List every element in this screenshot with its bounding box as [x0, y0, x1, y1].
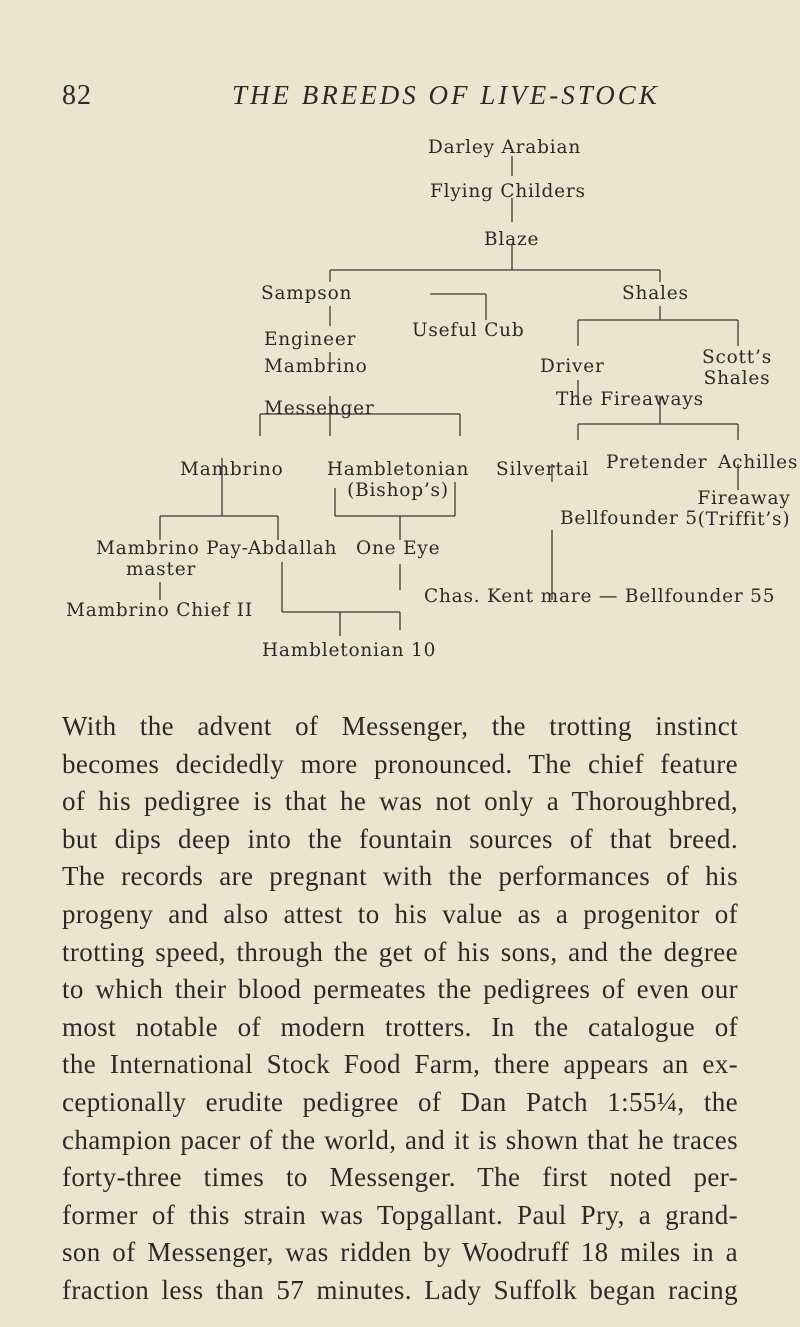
text-line: fraction less than 57 minutes. Lady Suffolk began racing	[62, 1274, 738, 1305]
text-line: but dips deep into the fountain sources of that breed.	[62, 823, 738, 854]
horse-messenger: Messenger	[264, 398, 375, 419]
horse-fireaway-triffits-line-2: (Triffit’s)	[697, 509, 791, 530]
text-line: With the advent of Messenger, the trotting instinct	[62, 711, 738, 741]
text-line: progeny and also attest to his value as a progenitor of	[62, 898, 738, 929]
horse-abdallah: Abdallah	[248, 538, 338, 559]
horse-engineer: Engineer	[264, 329, 357, 350]
text-line: to which their blood permeates the pedigrees of even our	[62, 974, 738, 1005]
horse-sampson: Sampson	[261, 283, 353, 304]
horse-scotts-shales-line-2: Shales	[703, 368, 771, 389]
horse-hambletonian-10: Hambletonian 10	[262, 640, 437, 661]
horse-bellfounder-5: Bellfounder 5	[560, 508, 698, 529]
page-number: 82	[62, 80, 92, 111]
horse-driver: Driver	[540, 356, 605, 377]
text-line: ceptionally erudite pedigree of Dan Patch 1:55¼, the	[62, 1086, 738, 1117]
horse-mambrino-paymaster-line-2: master	[126, 559, 197, 580]
horse-fireaway-triffits-line-1: Fireaway	[697, 488, 791, 509]
text-line: former of this strain was Topgallant. Paul Pry, a grand-	[62, 1199, 738, 1230]
horse-pretender: Pretender	[606, 452, 708, 473]
text-line: forty-three times to Messenger. The first noted per-	[62, 1162, 738, 1193]
horse-mambrino-2: Mambrino	[180, 459, 284, 480]
horse-darley-arabian: Darley Arabian	[428, 137, 582, 158]
running-title: THE BREEDS OF LIVE-STOCK	[232, 80, 660, 110]
horse-scotts-shales-line-1: Scott’s	[701, 347, 773, 368]
text-line: of his pedigree is that he was not only a Thoroughbred,	[62, 786, 738, 817]
horse-mambrino-paymaster-line-1: Mambrino Pay-	[96, 538, 249, 559]
text-line: trotting speed, through the get of his sons, and the degree	[62, 936, 738, 967]
horse-silvertail: Silvertail	[496, 459, 590, 480]
body-paragraph	[62, 708, 738, 1310]
horse-fireaway-triffits	[690, 488, 798, 530]
horse-useful-cub: Useful Cub	[412, 320, 525, 341]
horse-mambrino-paymaster	[96, 538, 249, 580]
text-line: son of Messenger, was ridden by Woodruff 18 miles in a	[62, 1237, 738, 1268]
horse-the-fireaways: The Fireaways	[556, 389, 704, 410]
horse-achilles: Achilles	[718, 452, 799, 473]
horse-one-eye: One Eye	[356, 538, 441, 559]
text-line: becomes decidedly more pronounced. The chief feature	[62, 748, 738, 779]
text-line: The records are pregnant with the performances of his	[62, 861, 738, 892]
horse-mambrino-chief: Mambrino Chief II	[66, 600, 253, 621]
horse-mambrino: Mambrino	[264, 356, 368, 377]
horse-shales: Shales	[622, 283, 689, 304]
horse-chas-kent-mare: Chas. Kent mare — Bellfounder 55	[424, 586, 776, 607]
text-line: the International Stock Food Farm, there appears an ex-	[62, 1049, 738, 1080]
horse-hambletonian-bishops-line-2: (Bishop’s)	[347, 480, 449, 501]
text-line: champion pacer of the world, and it is shown that he traces	[62, 1124, 738, 1155]
horse-hambletonian-bishops-line-1: Hambletonian	[326, 459, 470, 480]
horse-blaze: Blaze	[484, 229, 540, 250]
text-line: most notable of modern trotters. In the catalogue of	[62, 1011, 738, 1042]
horse-scotts-shales	[682, 347, 792, 389]
horse-flying-childers: Flying Childers	[430, 181, 586, 202]
horse-hambletonian-bishops	[318, 459, 478, 501]
